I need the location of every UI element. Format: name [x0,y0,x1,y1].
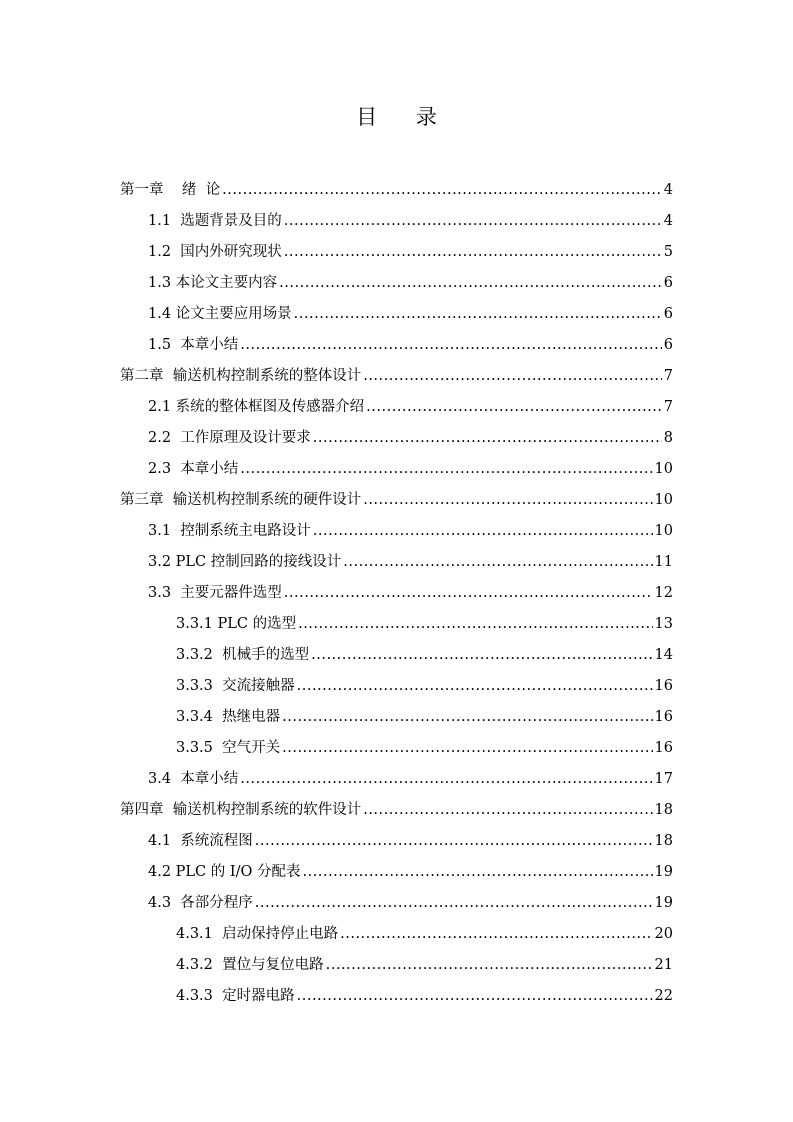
toc-entry-label: 3.1 控制系统主电路设计 [148,523,311,539]
toc-entry-label: 1.1 选题背景及目的 [148,213,282,229]
toc-entry-label: 第一章 绪 论 [120,182,221,198]
toc-page-number: 5 [663,244,673,260]
toc-dot-leader [313,521,653,541]
toc-page-number: 19 [654,895,673,911]
toc-entry-label: 2.3 本章小结 [148,461,239,477]
toc-entry-label: 4.3 各部分程序 [148,895,253,911]
toc-dot-leader [298,614,652,634]
toc-page-number: 11 [654,554,673,570]
toc-entry[interactable] [148,769,673,800]
toc-entry-label: 1.5 本章小结 [148,337,239,353]
toc-dot-leader [294,304,662,324]
toc-entry-label: 第三章 输送机构控制系统的硬件设计 [120,492,362,508]
toc-page-number: 17 [654,771,673,787]
toc-entry[interactable] [148,893,673,924]
toc-entry-label: 2.2 工作原理及设计要求 [148,430,311,446]
toc-page-number: 10 [654,461,673,477]
toc-dot-leader [363,490,652,510]
toc-entry-label: 4.3.3 定时器电路 [176,988,295,1004]
toc-page-number: 18 [654,802,673,818]
toc-dot-leader [340,924,652,944]
toc-entry-label: 4.3.1 启动保持停止电路 [176,926,339,942]
toc-dot-leader [297,986,653,1006]
toc-entry[interactable] [176,955,673,986]
toc-page-number: 13 [654,616,673,632]
toc-entry[interactable] [176,645,673,676]
toc-entry[interactable] [176,614,673,645]
toc-entry[interactable] [148,304,673,335]
toc-dot-leader [255,893,653,913]
toc-dot-leader [302,862,652,882]
toc-entry-label: 3.3.5 空气开关 [176,740,281,756]
toc-dot-leader [240,459,652,479]
toc-entry[interactable] [176,924,673,955]
toc-entry-label: 第二章 输送机构控制系统的整体设计 [120,368,362,384]
toc-page-number: 18 [654,833,673,849]
toc-entry[interactable] [120,180,673,211]
toc-entry[interactable] [176,986,673,1017]
toc-title: 目 录 [356,105,453,129]
toc-dot-leader [297,676,653,696]
toc-dot-leader [284,211,662,231]
toc-entry[interactable] [176,738,673,769]
toc-page-number: 6 [663,306,673,322]
toc-page-number: 22 [654,988,673,1004]
toc-entry-label: 1.3 本论文主要内容 [148,275,278,291]
toc-entry[interactable] [148,335,673,366]
toc-page-number: 21 [654,957,673,973]
toc-page-number: 4 [663,182,673,198]
toc-dot-leader [284,242,662,262]
toc-entry-label: 3.4 本章小结 [148,771,239,787]
toc-entry[interactable] [148,428,673,459]
toc-dot-leader [363,800,652,820]
toc-dot-leader [343,552,652,572]
toc-entry-label: 3.3.2 机械手的选型 [176,647,310,663]
toc-dot-leader [279,273,662,293]
toc-entry[interactable] [148,242,673,273]
toc-page-number: 16 [654,740,673,756]
toc-page-number: 7 [663,399,673,415]
toc-page-number: 16 [654,678,673,694]
toc-dot-leader [313,428,662,448]
toc-entry[interactable] [148,583,673,614]
toc-entry[interactable] [148,831,673,862]
toc-entry-label: 1.4 论文主要应用场景 [148,306,292,322]
toc-entry-label: 3.3 主要元器件选型 [148,585,282,601]
toc-page-number: 4 [663,213,673,229]
toc-entry-label: 3.3.1 PLC 的选型 [176,616,297,632]
toc-dot-leader [366,397,662,417]
toc-page-number: 20 [654,926,673,942]
toc-entry-label: 4.2 PLC 的 I/O 分配表 [148,864,301,880]
toc-page-number: 14 [654,647,673,663]
toc-entry-label: 3.2 PLC 控制回路的接线设计 [148,554,342,570]
toc-entry[interactable] [176,707,673,738]
toc-entry-label: 4.1 系统流程图 [148,833,253,849]
toc-dot-leader [326,955,653,975]
toc-entry-label: 3.3.3 交流接触器 [176,678,295,694]
toc-dot-leader [240,335,661,355]
toc-entry[interactable] [120,366,673,397]
toc-page-number: 19 [654,864,673,880]
toc-dot-leader [282,738,652,758]
toc-entry[interactable] [148,273,673,304]
toc-dot-leader [240,769,652,789]
toc-entry[interactable] [120,490,673,521]
toc-entry[interactable] [148,211,673,242]
toc-page-number: 8 [663,430,673,446]
toc-entry-label: 4.3.2 置位与复位电路 [176,957,324,973]
toc-entry-label: 第四章 输送机构控制系统的软件设计 [120,802,362,818]
toc-dot-leader [255,831,653,851]
toc-dot-leader [222,180,662,200]
toc-page-number: 6 [663,275,673,291]
toc-dot-leader [284,583,653,603]
toc-entry[interactable] [176,676,673,707]
toc-entry[interactable] [148,459,673,490]
toc-entry[interactable] [120,800,673,831]
toc-page-number: 12 [654,585,673,601]
toc-entry[interactable] [148,862,673,893]
toc-dot-leader [311,645,652,665]
toc-entry-label: 2.1 系统的整体框图及传感器介绍 [148,399,365,415]
toc-entry-label: 1.2 国内外研究现状 [148,244,282,260]
toc-dot-leader [363,366,662,386]
toc-page-number: 10 [654,523,673,539]
toc-page-number: 10 [654,492,673,508]
toc-page-number: 16 [654,709,673,725]
toc-dot-leader [282,707,652,727]
toc-entry-label: 3.3.4 热继电器 [176,709,281,725]
toc-page-number: 6 [663,337,673,353]
toc-page-number: 7 [663,368,673,384]
toc-entry[interactable] [148,397,673,428]
toc-entry[interactable] [148,521,673,552]
toc-entry[interactable] [148,552,673,583]
